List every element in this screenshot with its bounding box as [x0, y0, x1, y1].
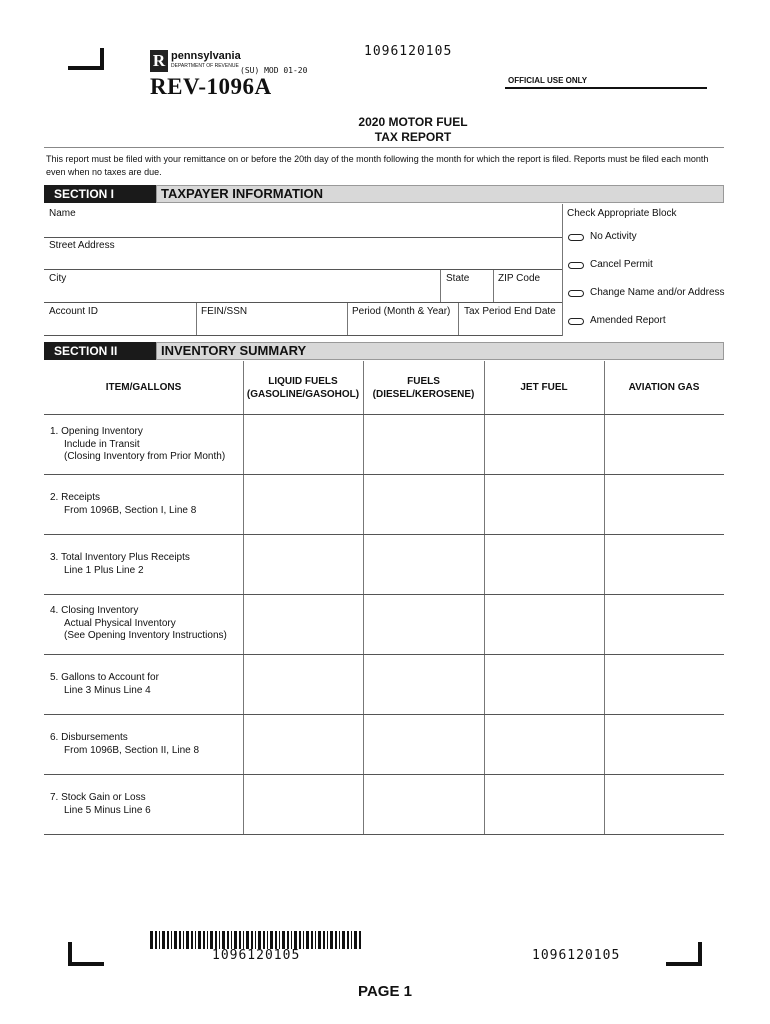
col-header-jet-fuel: JET FUEL	[520, 382, 568, 393]
row-6-line2: From 1096B, Section II, Line 8	[64, 744, 200, 756]
row-4-line2: Actual Physical Inventory	[64, 617, 176, 629]
row-6-aviation-gas-cell[interactable]	[605, 715, 724, 774]
section2-title: INVENTORY SUMMARY	[161, 343, 307, 358]
row-3-line1: 3. Total Inventory Plus Receipts	[50, 552, 190, 563]
col-header-fuels-2: (DIESEL/KEROSENE)	[372, 389, 475, 400]
row-2-jet-fuel-cell[interactable]	[485, 475, 604, 534]
row-4-line3: (See Opening Inventory Instructions)	[64, 630, 227, 641]
row-7-aviation-gas-cell[interactable]	[605, 775, 724, 834]
col-header-item: ITEM/GALLONS	[105, 382, 182, 393]
col-header-liquid-2: (GASOLINE/GASOHOL)	[246, 389, 360, 400]
form-code-top: 1096120105	[364, 44, 453, 59]
pa-logo-icon: R	[150, 50, 168, 72]
name-label: Name	[49, 208, 76, 219]
agency-sub: DEPARTMENT OF REVENUE	[171, 63, 239, 69]
row-2-liquid-fuels-cell[interactable]	[244, 475, 363, 534]
row-1-line2: Include in Transit	[64, 438, 140, 450]
row-1-label	[50, 426, 225, 464]
period-label: Period (Month & Year)	[352, 306, 451, 317]
row-7-diesel-kerosene-cell[interactable]	[364, 775, 484, 834]
section2-tag-text: SECTION II	[54, 344, 118, 358]
section2-tag	[44, 342, 156, 360]
section1-tag	[44, 185, 156, 203]
agency-name: pennsylvania	[171, 50, 241, 62]
change-name-checkbox[interactable]	[568, 290, 584, 297]
row-1-jet-fuel-cell[interactable]	[485, 415, 604, 474]
form-number: REV-1096A	[150, 74, 272, 99]
row-6-diesel-kerosene-cell[interactable]	[364, 715, 484, 774]
street-field[interactable]	[44, 238, 562, 269]
change-name-label: Change Name and/or Address	[590, 287, 725, 298]
row-5-liquid-fuels-cell[interactable]	[244, 655, 363, 714]
revision-code: (SU) MOD 01-20	[240, 66, 308, 75]
header-divider	[44, 147, 724, 148]
zip-field[interactable]	[494, 270, 562, 301]
row-3-aviation-gas-cell[interactable]	[605, 535, 724, 594]
amended-report-checkbox[interactable]	[568, 318, 584, 325]
street-label: Street Address	[49, 240, 115, 251]
row-1-line1: 1. Opening Inventory	[50, 426, 143, 437]
row-4-jet-fuel-cell[interactable]	[485, 595, 604, 654]
official-use-line	[505, 87, 707, 89]
period-end-field[interactable]	[459, 303, 562, 334]
section1-tag-text: SECTION I	[54, 187, 115, 201]
row-5-diesel-kerosene-cell[interactable]	[364, 655, 484, 714]
account-line	[44, 335, 562, 336]
form-code-bottom: 1096120105	[532, 948, 621, 963]
row-2-aviation-gas-cell[interactable]	[605, 475, 724, 534]
row-6-line1: 6. Disbursements	[50, 732, 128, 743]
row-4-diesel-kerosene-cell[interactable]	[364, 595, 484, 654]
period-end-label: Tax Period End Date	[464, 306, 556, 317]
account-id-label: Account ID	[49, 306, 98, 317]
city-label: City	[49, 273, 67, 284]
row-4-liquid-fuels-cell[interactable]	[244, 595, 363, 654]
col-header-liquid-1: LIQUID FUELS	[268, 376, 338, 387]
row-1-line3: (Closing Inventory from Prior Month)	[64, 451, 226, 462]
row-2-label	[50, 492, 196, 517]
official-use-label: OFFICIAL USE ONLY	[508, 76, 588, 85]
state-field[interactable]	[441, 270, 493, 301]
section1-title: TAXPAYER INFORMATION	[161, 186, 324, 201]
name-field[interactable]	[44, 204, 562, 236]
city-field[interactable]	[44, 270, 440, 301]
row-6-label	[50, 732, 199, 757]
row-5-line1: 5. Gallons to Account for	[50, 672, 159, 683]
row-4-label	[50, 605, 227, 643]
table-row-line-7	[44, 834, 724, 835]
no-activity-label: No Activity	[590, 231, 637, 242]
row-1-diesel-kerosene-cell[interactable]	[364, 415, 484, 474]
cancel-permit-label: Cancel Permit	[590, 259, 653, 270]
fein-label: FEIN/SSN	[201, 306, 248, 317]
title-line-2: TAX REPORT	[374, 130, 452, 144]
row-3-liquid-fuels-cell[interactable]	[244, 535, 363, 594]
title-line-1: 2020 MOTOR FUEL	[358, 115, 468, 129]
row-2-diesel-kerosene-cell[interactable]	[364, 475, 484, 534]
no-activity-checkbox[interactable]	[568, 234, 584, 241]
account-id-field[interactable]	[44, 303, 196, 334]
section1-title-bar	[156, 185, 724, 203]
col-header-fuels-1: FUELS	[407, 376, 440, 387]
row-3-jet-fuel-cell[interactable]	[485, 535, 604, 594]
page-label: PAGE 1	[358, 983, 412, 1000]
barcode-icon	[150, 931, 364, 949]
zip-label: ZIP Code	[498, 273, 541, 284]
check-block-divider	[562, 204, 563, 336]
row-3-diesel-kerosene-cell[interactable]	[364, 535, 484, 594]
instructions-text: This report must be filed with your remittance on or before the 20th day of the month following the month for which the report is filed. Reports must be filed each month even when no taxes are due.	[46, 154, 709, 177]
row-7-jet-fuel-cell[interactable]	[485, 775, 604, 834]
row-1-aviation-gas-cell[interactable]	[605, 415, 724, 474]
barcode-text: 1096120105	[212, 948, 301, 963]
row-5-label	[50, 672, 159, 697]
row-6-liquid-fuels-cell[interactable]	[244, 715, 363, 774]
corner-mark-top-left	[68, 48, 104, 70]
corner-mark-bottom-left	[68, 942, 104, 966]
section2-title-bar	[156, 342, 724, 360]
cancel-permit-checkbox[interactable]	[568, 262, 584, 269]
row-7-liquid-fuels-cell[interactable]	[244, 775, 363, 834]
corner-mark-bottom-right	[666, 942, 702, 966]
row-5-aviation-gas-cell[interactable]	[605, 655, 724, 714]
row-7-line2: Line 5 Minus Line 6	[64, 804, 151, 816]
period-field[interactable]	[348, 303, 458, 334]
row-4-aviation-gas-cell[interactable]	[605, 595, 724, 654]
check-block-title: Check Appropriate Block	[567, 208, 677, 219]
row-3-label	[50, 552, 190, 577]
state-label: State	[446, 273, 470, 284]
row-2-line1: 2. Receipts	[50, 492, 101, 503]
row-2-line2: From 1096B, Section I, Line 8	[64, 504, 197, 516]
row-5-jet-fuel-cell[interactable]	[485, 655, 604, 714]
row-3-line2: Line 1 Plus Line 2	[64, 564, 144, 576]
row-5-line2: Line 3 Minus Line 4	[64, 684, 151, 696]
amended-report-label: Amended Report	[590, 315, 666, 326]
row-7-line1: 7. Stock Gain or Loss	[50, 792, 146, 803]
row-7-label	[50, 792, 151, 817]
col-header-aviation-gas: AVIATION GAS	[628, 382, 700, 393]
row-6-jet-fuel-cell[interactable]	[485, 715, 604, 774]
row-1-liquid-fuels-cell[interactable]	[244, 415, 363, 474]
fein-field[interactable]	[197, 303, 347, 334]
row-4-line1: 4. Closing Inventory	[50, 605, 139, 616]
